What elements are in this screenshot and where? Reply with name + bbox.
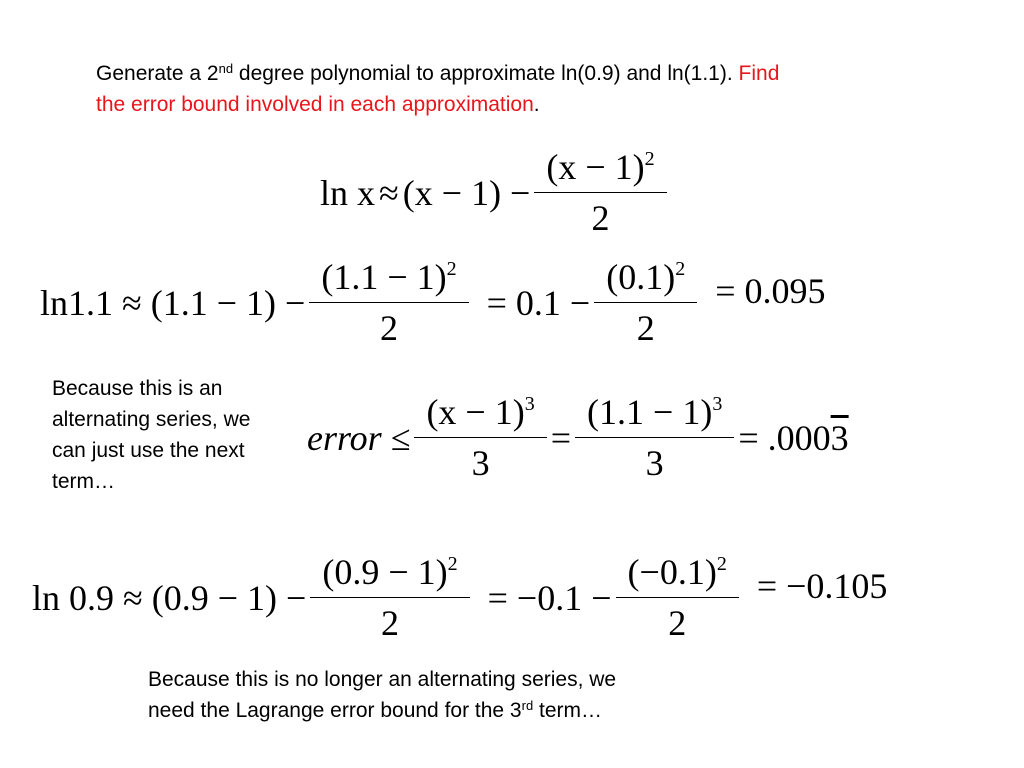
eq4-lhs: ln 0.9 ≈ (0.9 − 1) − (32, 577, 307, 618)
equation-ln-0-9 (30, 550, 889, 645)
eq3-fraction-1 (420, 391, 540, 484)
eq3-equals: = (550, 417, 572, 458)
eq3-numerator-2: (1.1 − 1) (587, 392, 713, 432)
eq3-result: = .0003 (738, 417, 849, 458)
eq2-lhs: ln1.1 ≈ (1.1 − 1) − (40, 282, 306, 323)
eq1-lhs: ln x (320, 172, 376, 213)
note2-line-1: Because this is no longer an alternating series, we (148, 668, 617, 691)
intro-red-text: the error bound involved in each approximation (96, 93, 534, 116)
eq2-numerator-2: (0.1) (606, 257, 676, 297)
eq4-numerator-2: (−0.1) (627, 552, 717, 592)
eq4-exponent-1: 2 (447, 553, 458, 575)
eq1-exponent: 2 (644, 148, 655, 170)
eq4-fraction-2 (622, 551, 733, 644)
equation-error-bound (305, 390, 851, 485)
eq2-fraction-1 (315, 256, 462, 349)
eq2-exponent-1: 2 (446, 258, 457, 280)
intro-line-1: Generate a 2nd degree polynomial to approximate ln(0.9) and ln(1.1). Find (96, 61, 780, 85)
eq4-result: = −0.105 (756, 565, 888, 606)
eq1-denominator: 2 (534, 192, 666, 239)
eq3-exponent-2: 3 (712, 393, 723, 415)
eq4-denominator-1: 2 (310, 597, 469, 644)
eq3-denominator-1: 3 (414, 437, 546, 484)
eq1-fraction (540, 146, 660, 239)
eq2-exponent-2: 2 (675, 258, 686, 280)
eq3-lhs: error ≤ (307, 417, 411, 458)
eq1-term1: (x − 1) − (402, 172, 531, 213)
equation-ln-1-1 (38, 255, 828, 350)
eq2-numerator-1: (1.1 − 1) (321, 257, 447, 297)
eq2-mid: = 0.1 − (486, 282, 591, 323)
eq4-denominator-2: 2 (616, 597, 739, 644)
eq3-exponent-1: 3 (524, 393, 535, 415)
eq4-mid: = −0.1 − (487, 577, 612, 618)
eq4-exponent-2: 2 (716, 553, 727, 575)
eq3-repeating-digit: 3 (830, 417, 849, 458)
note-alternating-series: Because this is an alternating series, we can just use the next term… (52, 377, 251, 493)
eq2-result: = 0.095 (715, 270, 826, 311)
eq1-approx: ≈ (379, 172, 399, 213)
eq3-numerator-1: (x − 1) (426, 392, 525, 432)
equation-ln-x (318, 145, 669, 240)
intro-red-find: Find (738, 62, 780, 85)
eq2-fraction-2 (600, 256, 691, 349)
eq2-denominator-1: 2 (309, 302, 468, 349)
eq4-numerator-1: (0.9 − 1) (322, 552, 448, 592)
eq1-numerator: (x − 1) (546, 147, 645, 187)
intro-line-2: the error bound involved in each approximation. (96, 93, 540, 116)
eq2-denominator-2: 2 (594, 302, 697, 349)
eq3-denominator-2: 3 (575, 437, 734, 484)
note2-line-2: need the Lagrange error bound for the 3rd term… (148, 698, 603, 722)
note-lagrange-bound (148, 664, 768, 726)
eq3-fraction-2 (581, 391, 728, 484)
intro-text (96, 58, 976, 120)
eq4-fraction-1 (316, 551, 463, 644)
